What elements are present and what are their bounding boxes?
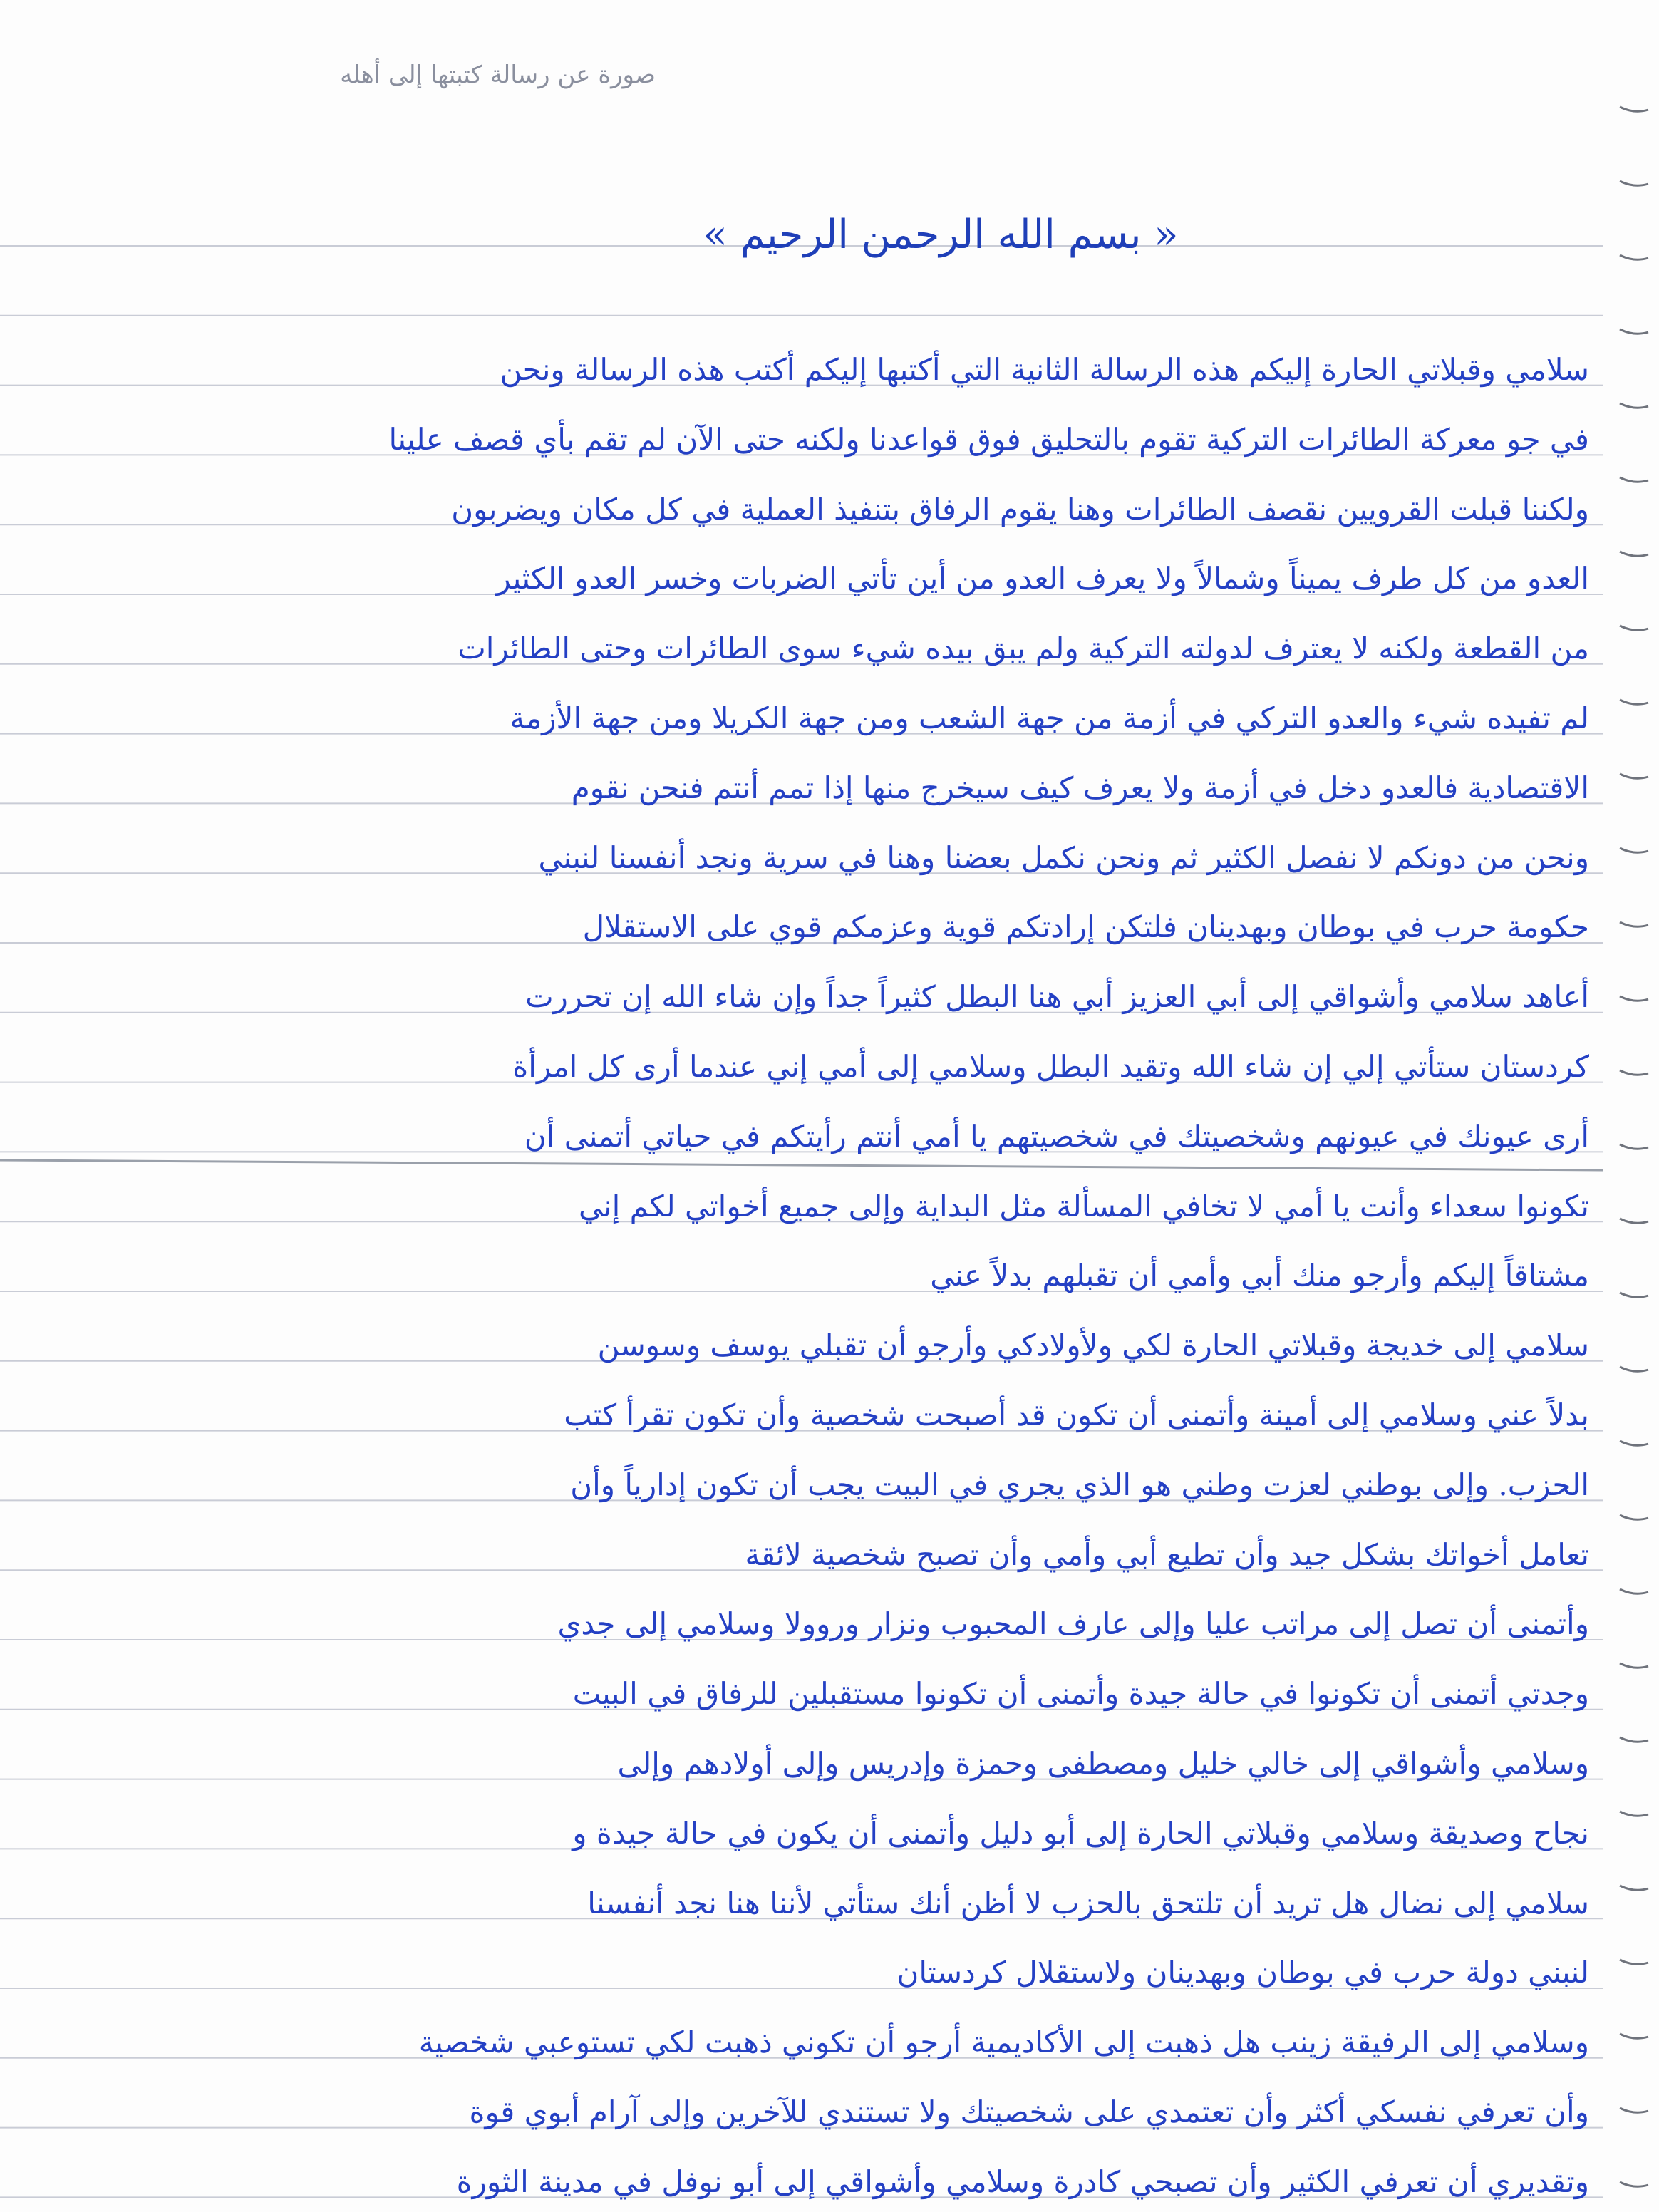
letter-line: وأتمنى أن تصل إلى مراتب عليا وإلى عارف المحبوب ونزار وروولا وسلامي إلى جدي <box>557 1606 1589 1642</box>
letter-line: أعاهد سلامي وأشواقي إلى أبي العزيز أبي هنا البطل كثيراً جداً وإن شاء الله إن تحررت <box>525 979 1589 1015</box>
letter-line: كردستان ستأتي إلي إن شاء الله وتقيد البطل وسلامي إلى أمي إني عندما أرى كل امرأة <box>512 1048 1589 1084</box>
letter-line: لم تفيده شيء والعدو التركي في أزمة من جهة الشعب ومن جهة الكريلا ومن جهة الأزمة <box>510 700 1589 735</box>
binding-tick <box>1620 996 1648 1001</box>
letter-line: سلامي إلى خديجة وقبلاتي الحارة لكي ولأولادكي وأرجو أن تقبلي يوسف وسوسن <box>597 1328 1589 1363</box>
letter-line: في جو معركة الطائرات التركية تقوم بالتحليق فوق قواعدنا ولكنه حتى الآن لم تقم بأي قصف علينا <box>388 421 1589 457</box>
letter-line: بدلاً عني وسلامي إلى أمينة وأتمنى أن تكون قد أصبحت شخصية وأن تكون تقرأ كتب <box>564 1397 1589 1432</box>
letter-line: العدو من كل طرف يميناً وشمالاً ولا يعرف العدو من أين تأتي الضربات وخسر العدو الكثير <box>496 561 1589 596</box>
basmala-heading: « بسم الله الرحمن الرحيم » <box>703 212 1179 258</box>
binding-tick <box>1620 1293 1648 1297</box>
binding-tick <box>1620 2034 1648 2038</box>
letter-line: وسلامي وأشواقي إلى خالي خليل ومصطفى وحمزة وإدريس وإلى أولادهم وإلى <box>617 1745 1589 1781</box>
letter-line: مشتاقاً إليكم وأرجو منك أبي وأمي أن تقبلهم بدلاً عني <box>930 1258 1589 1293</box>
binding-tick <box>1620 1737 1648 1742</box>
binding-tick <box>1620 2108 1648 2112</box>
binding-tick <box>1620 255 1648 259</box>
letter-line: وأن تعرفي نفسكي أكثر وأن تعتمدي على شخصيتك ولا تستندي للآخرين وإلى آرام أبوي قوة <box>469 2094 1589 2129</box>
binding-tick <box>1620 848 1648 852</box>
letter-line: تعامل أخواتك بشكل جيد وأن تطيع أبي وأمي وأن تصبح شخصية لائقة <box>745 1536 1589 1572</box>
binding-tick <box>1620 1515 1648 1519</box>
letter-line: الحزب. وإلى بوطني لعزت وطني هو الذي يجري في البيت يجب أن تكون إدارياً وأن <box>570 1467 1589 1502</box>
binding-tick <box>1620 1144 1648 1149</box>
binding-tick <box>1620 1812 1648 1816</box>
letter-line: لنبني دولة حرب في بوطان وبهدينان ولاستقلال كردستان <box>896 1955 1589 1990</box>
binding-tick <box>1620 1886 1648 1890</box>
spiral-binding-marks <box>1602 0 1659 2212</box>
letter-line: وجدتي أتمنى أن تكونوا في حالة جيدة وأتمنى أن تكونوا مستقبلين للرفاق في البيت <box>572 1676 1589 1712</box>
binding-tick <box>1620 1070 1648 1075</box>
letter-line: من القطعة ولكنه لا يعترف لدولته التركية ولم يبق بيده شيء سوى الطائرات وحتى الطائرات <box>458 631 1589 666</box>
letter-line: نجاح وصديقة وسلامي وقبلاتي الحارة إلى أبو دليل وأتمنى أن يكون في حالة جيدة و <box>572 1815 1589 1851</box>
binding-tick <box>1620 107 1648 111</box>
binding-tick <box>1620 1663 1648 1668</box>
letter-line: تكونوا سعداء وأنت يا أمي لا تخافي المسألة مثل البداية وإلى جميع أخواتي لكم إني <box>578 1188 1589 1224</box>
letter-line: سلامي إلى نضال هل تريد أن تلتحق بالحزب لا أظن أنك ستأتي لأننا هنا نجد أنفسنا <box>587 1885 1589 1921</box>
binding-tick <box>1620 1589 1648 1593</box>
binding-tick <box>1620 403 1648 408</box>
letter-line: حكومة حرب في بوطان وبهدينان فلتكن إرادتكم قوية وعزمكم قوي على الاستقلال <box>582 909 1589 945</box>
pencil-annotation: صورة عن رسالة كتبتها إلى أهله <box>340 61 656 89</box>
binding-tick <box>1620 700 1648 704</box>
letter-line: وسلامي إلى الرفيقة زينب هل ذهبت إلى الأكاديمية أرجو أن تكوني ذهبت لكي تستوعبي شخصية <box>418 2025 1589 2060</box>
letter-line: سلامي وقبلاتي الحارة إليكم هذه الرسالة الثانية التي أكتبها إليكم أكتب هذه الرسالة ونحن <box>500 352 1589 387</box>
binding-tick <box>1620 774 1648 778</box>
letter-body <box>29 335 1589 2212</box>
binding-tick <box>1620 922 1648 926</box>
binding-tick <box>1620 477 1648 482</box>
letter-line: أرى عيونك في عيونهم وشخصيتك في شخصيتهم يا أمي أنتم رأيتكم في حياتي أتمنى أن <box>524 1118 1589 1154</box>
binding-tick <box>1620 1367 1648 1371</box>
letter-line: ونحن من دونكم لا نفصل الكثير ثم ونحن نكمل بعضنا وهنا في سرية ونجد أنفسنا لنبني <box>538 839 1589 875</box>
letter-line: الاقتصادية فالعدو دخل في أزمة ولا يعرف كيف سيخرج منها إذا تمم أنتم فنحن نقوم <box>571 770 1589 805</box>
binding-tick <box>1620 552 1648 556</box>
binding-tick <box>1620 1219 1648 1223</box>
binding-tick <box>1620 1441 1648 1445</box>
letter-line: ولكننا قبلت القرويين نقصف الطائرات وهنا يقوم الرفاق بتنفيذ العملية في كل مكان ويضربون <box>451 491 1589 527</box>
letter-line: وتقديري أن تعرفي الكثير وأن تصبحي كادرة وسلامي وأشواقي إلى أبو نوفل في مدينة الثورة <box>456 2164 1589 2199</box>
binding-tick <box>1620 329 1648 334</box>
binding-tick <box>1620 181 1648 185</box>
binding-tick <box>1620 1960 1648 1964</box>
binding-tick <box>1620 2182 1648 2186</box>
binding-tick <box>1620 626 1648 630</box>
